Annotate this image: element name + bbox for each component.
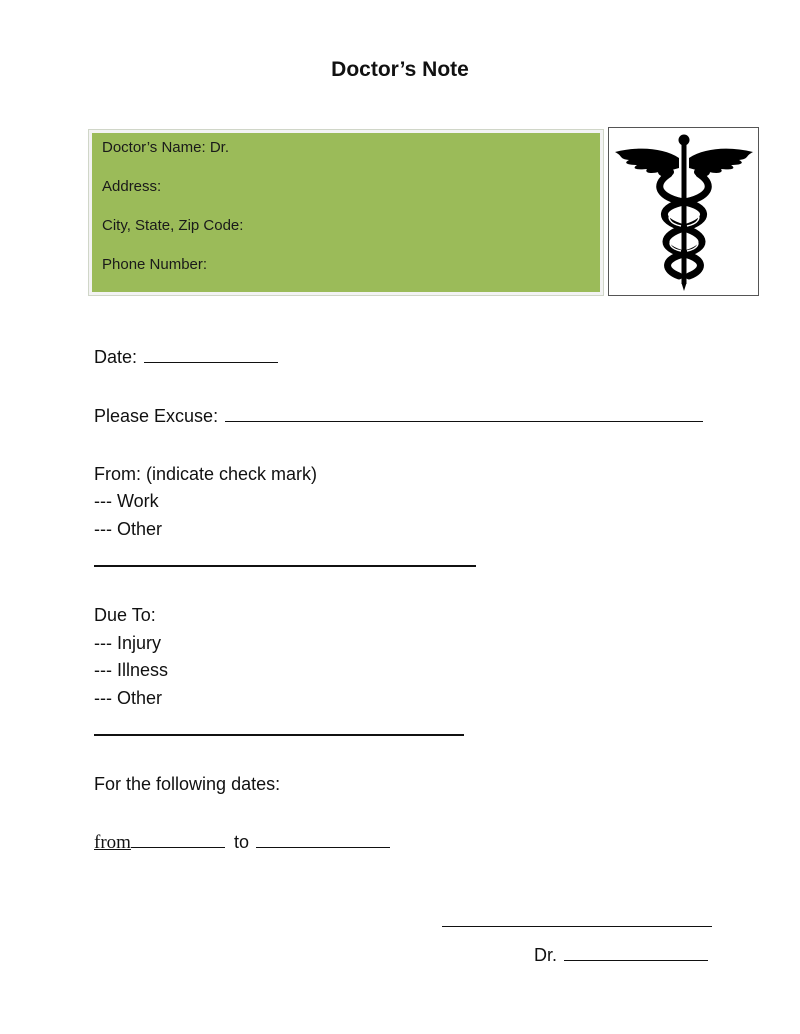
due-other-line[interactable] <box>94 734 464 736</box>
dr-name-field[interactable] <box>564 944 708 961</box>
dr-label: Dr. <box>534 945 558 965</box>
doctor-info-box <box>88 129 604 296</box>
to-word: to <box>233 832 249 852</box>
dates-label: For the following dates: <box>94 774 281 794</box>
due-to-label: Due To: <box>94 605 156 625</box>
phone-number-label: Phone Number: <box>102 256 208 273</box>
signature-line[interactable] <box>442 926 712 927</box>
date-range-row <box>94 831 390 854</box>
date-row <box>94 346 278 368</box>
from-other-line[interactable] <box>94 565 476 567</box>
doctor-name-label: Doctor’s Name: Dr. <box>102 139 229 156</box>
caduceus-icon <box>609 128 758 295</box>
due-option-other: --- Other <box>94 688 163 708</box>
from-label: From: (indicate check mark) <box>94 464 318 484</box>
to-date-field[interactable] <box>256 831 390 848</box>
from-option-work: --- Work <box>94 491 159 511</box>
page-title: Doctor’s Note <box>331 58 469 81</box>
excuse-label: Please Excuse: <box>94 406 219 426</box>
excuse-field[interactable] <box>225 405 703 422</box>
due-option-injury: --- Injury <box>94 633 161 653</box>
due-option-illness: --- Illness <box>94 660 169 680</box>
from-date-field[interactable] <box>131 831 225 848</box>
city-state-zip-label: City, State, Zip Code: <box>102 217 244 234</box>
excuse-row <box>94 405 703 427</box>
from-word: from <box>94 832 131 853</box>
dr-signature-row <box>534 944 708 966</box>
address-label: Address: <box>102 178 162 195</box>
date-label: Date: <box>94 347 138 367</box>
from-option-other: --- Other <box>94 519 163 539</box>
logo-box <box>608 127 759 296</box>
date-field[interactable] <box>144 346 278 363</box>
